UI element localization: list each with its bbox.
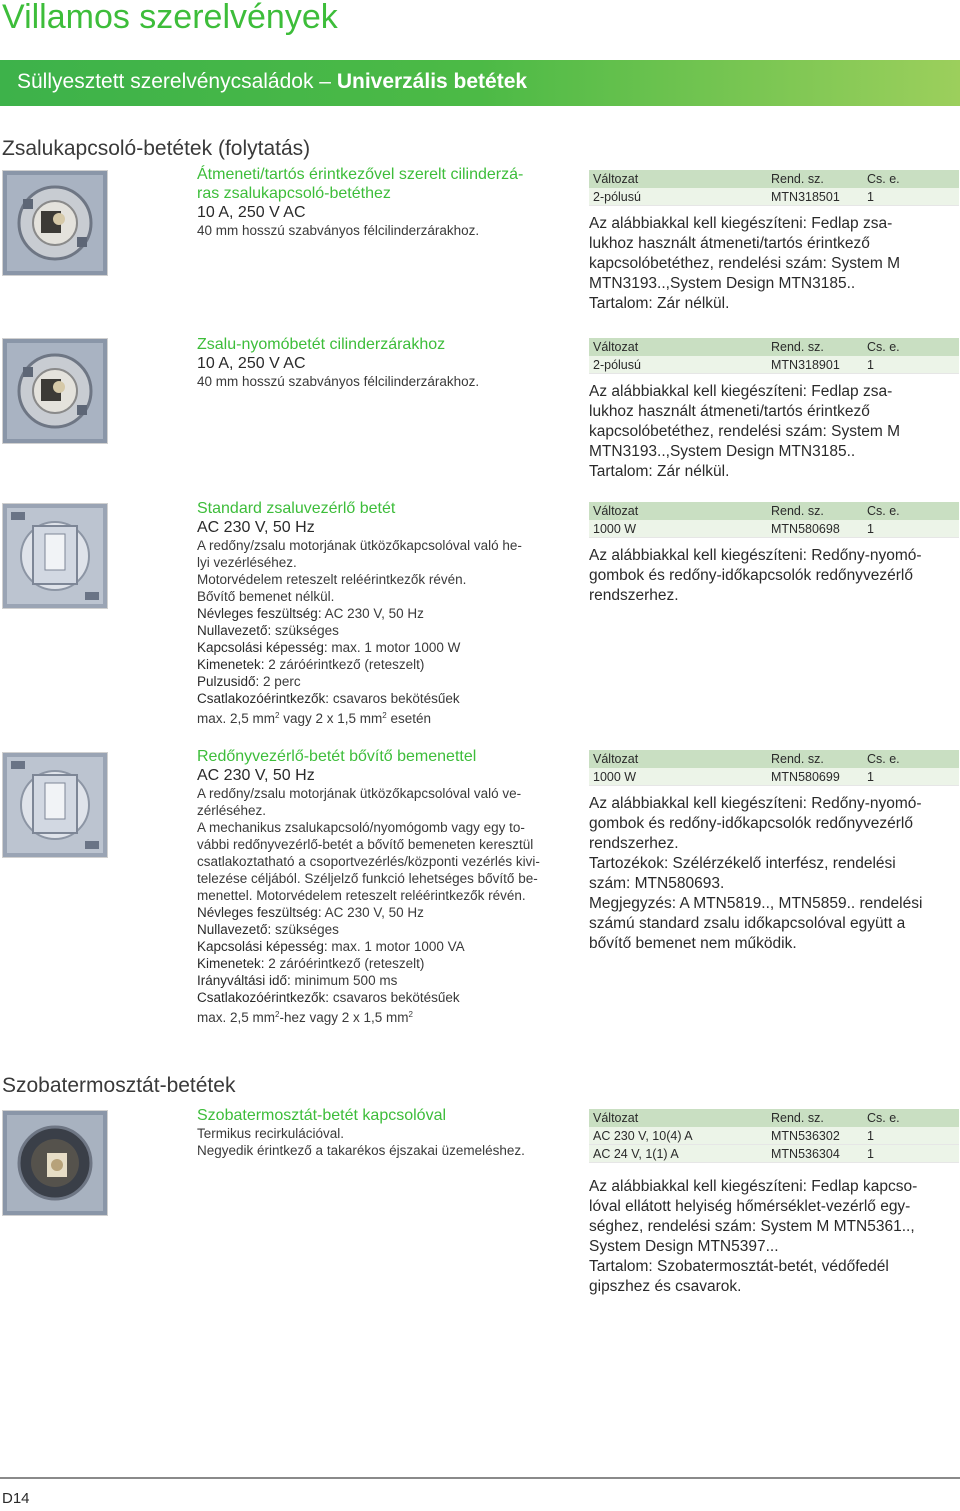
spec-line [197, 955, 569, 972]
spec-value: 2 záróérintkező (reteszelt) [264, 657, 425, 672]
page-title: Villamos szerelvények [2, 0, 338, 36]
table-cell: MTN318501 [767, 188, 863, 206]
column-header: Változat [589, 502, 767, 520]
product-image-thermostat [2, 1110, 108, 1216]
spec-key: Kimenetek: [197, 956, 265, 971]
product-3-description [197, 499, 569, 727]
spec-key: Csatlakozóérintkezők: [197, 691, 330, 706]
banner-text [17, 70, 527, 94]
column-header: Cs. e. [863, 502, 959, 520]
product-image-key-push [2, 338, 108, 444]
column-header: Cs. e. [863, 170, 959, 188]
order-table [589, 170, 959, 206]
table-cell: MTN536302 [767, 1127, 863, 1145]
table-header-row [589, 750, 959, 768]
spec-key: Kapcsolási képesség: [197, 640, 328, 655]
column-header: Változat [589, 170, 767, 188]
page-number: D14 [2, 1490, 30, 1507]
product-note: Az alábbiakkal kell kiegészíteni: Fedlap kapcso- lóval ellátott helyiség hőmérséklet-vezérlő egy- séghez, rendelési szám: System M MTN5361.., System Design MTN5397... Tartalom: Szobatermosztát-betét, védőfedél gipszhez és csavarok. [589, 1178, 918, 1295]
superscript: 2 [382, 711, 387, 720]
column-header: Rend. sz. [767, 502, 863, 520]
product-note: Az alábbiakkal kell kiegészíteni: Fedlap zsa- lukhoz használt átmeneti/tartós érintkező kapcsolóbetéthez, rendelési szám: System M MTN3193..,System Design MTN3185.. Tartalom: Zár nélkül. [589, 215, 900, 312]
product-1-spec [589, 170, 959, 314]
spec-last-line [197, 1006, 569, 1026]
column-header: Rend. sz. [767, 1109, 863, 1127]
product-2-description [197, 335, 569, 390]
product-1-description [197, 165, 569, 239]
spec-line [197, 605, 569, 622]
table-header-row [589, 502, 959, 520]
spec-line [197, 622, 569, 639]
column-header: Rend. sz. [767, 170, 863, 188]
product-note: Az alábbiakkal kell kiegészíteni: Fedlap zsa- lukhoz használt átmeneti/tartós érintkező kapcsolóbetéthez, rendelési szám: System M MTN3193..,System Design MTN3185.. Tartalom: Zár nélkül. [589, 383, 900, 480]
spec-value: csavaros bekötésűek [329, 990, 460, 1005]
order-table [589, 750, 959, 786]
table-cell: 1 [863, 356, 959, 374]
table-header-row [589, 338, 959, 356]
table-cell: 2-pólusú [589, 188, 767, 206]
footer-divider [0, 1477, 960, 1479]
spec-text: esetén [386, 711, 432, 726]
product-image-shutter-controller-ext [2, 752, 108, 858]
product-note: Az alábbiakkal kell kiegészíteni: Redőny-nyomó- gombok és redőny-időkapcsolók redőnyvezérlő rendszerhez. [589, 547, 922, 604]
product-4-description [197, 747, 569, 1026]
spec-value: AC 230 V, 50 Hz [321, 905, 424, 920]
column-header: Rend. sz. [767, 338, 863, 356]
product-4-spec [589, 750, 959, 954]
spec-value: csavaros bekötésűek [329, 691, 460, 706]
product-body: 40 mm hosszú szabványos félcilinderzárakhoz. [197, 374, 480, 389]
banner-prefix: Süllyesztett szerelvénycsaládok – [17, 70, 337, 93]
spec-value: szükséges [271, 922, 339, 937]
product-body: 40 mm hosszú szabványos félcilinderzárakhoz. [197, 223, 480, 238]
table-cell: 1 [863, 520, 959, 538]
column-header: Cs. e. [863, 1109, 959, 1127]
spec-value: max. 1 motor 1000 VA [327, 939, 465, 954]
spec-key: Nullavezető: [197, 922, 272, 937]
column-header: Változat [589, 750, 767, 768]
category-banner [0, 60, 960, 106]
spec-key: Névleges feszültség: [197, 905, 322, 920]
product-rating: 10 A, 250 V AC [197, 355, 306, 372]
order-table [589, 502, 959, 538]
column-header: Változat [589, 1109, 767, 1127]
column-header: Változat [589, 338, 767, 356]
product-5-description [197, 1106, 569, 1159]
spec-line [197, 904, 569, 921]
spec-last-line [197, 707, 569, 727]
spec-line [197, 989, 569, 1006]
banner-bold: Univerzális betétek [336, 70, 528, 93]
spec-key: Kapcsolási képesség: [197, 939, 328, 954]
spec-value: 2 záróérintkező (reteszelt) [264, 956, 425, 971]
table-row [589, 768, 959, 786]
spec-key: Névleges feszültség: [197, 606, 322, 621]
table-row [589, 520, 959, 538]
product-3-spec [589, 502, 959, 606]
spec-text: vagy 2 x 1,5 mm [279, 711, 383, 726]
table-cell: AC 230 V, 10(4) A [589, 1127, 767, 1145]
spec-line [197, 690, 569, 707]
table-cell: MTN580699 [767, 768, 863, 786]
superscript: 2 [275, 1010, 280, 1019]
product-rating: 10 A, 250 V AC [197, 204, 306, 221]
spec-value: szükséges [271, 623, 339, 638]
product-5-spec [589, 1109, 959, 1297]
spec-line [197, 656, 569, 673]
table-cell: MTN536304 [767, 1145, 863, 1163]
table-row [589, 356, 959, 374]
spec-line [197, 639, 569, 656]
order-table [589, 1109, 959, 1163]
product-rating: AC 230 V, 50 Hz [197, 767, 315, 784]
column-header: Cs. e. [863, 750, 959, 768]
table-cell: 1 [863, 768, 959, 786]
column-header: Rend. sz. [767, 750, 863, 768]
spec-key: Nullavezető: [197, 623, 272, 638]
product-image-shutter-controller [2, 503, 108, 609]
spec-value: max. 1 motor 1000 W [327, 640, 461, 655]
superscript: 2 [275, 711, 280, 720]
spec-value: minimum 500 ms [290, 973, 398, 988]
spec-value: 2 perc [259, 674, 301, 689]
spec-key: Csatlakozóérintkezők: [197, 990, 330, 1005]
order-table [589, 338, 959, 374]
table-cell: 1 [863, 1145, 959, 1163]
superscript: 2 [408, 1010, 413, 1019]
spec-text: max. 2,5 mm [197, 1010, 276, 1025]
product-rating: AC 230 V, 50 Hz [197, 519, 315, 536]
table-row [589, 1145, 959, 1163]
product-note: Az alábbiakkal kell kiegészíteni: Redőny-nyomó- gombok és redőny-időkapcsolók redőnyvezérlő rendszerhez. Tartozékok: Szélérzékelő interfész, rendelési szám: MTN580693. Megjegyzés: A MTN5819.., MTN5859.. rendelési számú standard zsalu időkapcsolóval együtt a bővítő bemenet nem működik. [589, 795, 923, 952]
section-title-thermostat: Szobatermosztát-betétek [2, 1074, 236, 1097]
section-title-shutter: Zsalukapcsoló-betétek (folytatás) [2, 137, 311, 160]
table-cell: 1000 W [589, 768, 767, 786]
product-image-key-switch [2, 170, 108, 276]
table-cell: 2-pólusú [589, 356, 767, 374]
table-row [589, 1127, 959, 1145]
spec-line [197, 921, 569, 938]
product-title: Átmeneti/tartós érintkezővel szerelt cilinderzá- ras zsalukapcsoló-betéthez [197, 166, 524, 202]
product-body: Termikus recirkulációval. Negyedik érintkező a takarékos éjszakai üzemeléshez. [197, 1126, 525, 1158]
product-body: A redőny/zsalu motorjának ütközőkapcsolóval való ve- zérléséhez. A mechanikus zsalukapcsoló/nyomógomb vagy egy to- vábbi redőnyvezérlő-betét a bővítő bemeneten keresztül csatlakoztatható a csoportvezérlés/központi vezérlés kivi- telezése céljából. Széljelző funkció lehetséges bővítő be- menettel. Motorvédelem reteszelt reléérintkezők révén. [197, 786, 540, 903]
table-cell: 1000 W [589, 520, 767, 538]
spec-key: Pulzusidő: [197, 674, 260, 689]
table-row [589, 188, 959, 206]
spec-value: AC 230 V, 50 Hz [321, 606, 424, 621]
product-title: Standard zsaluvezérlő betét [197, 500, 396, 517]
product-2-spec [589, 338, 959, 482]
spec-text: max. 2,5 mm [197, 711, 276, 726]
table-header-row [589, 1109, 959, 1127]
product-body: A redőny/zsalu motorjának ütközőkapcsolóval való he- lyi vezérléséhez. Motorvédelem reteszelt reléérintkezők révén. Bővítő bemenet nélkül. [197, 538, 522, 604]
table-cell: MTN318901 [767, 356, 863, 374]
spec-line [197, 972, 569, 989]
table-cell: AC 24 V, 1(1) A [589, 1145, 767, 1163]
product-title: Zsalu-nyomóbetét cilinderzárakhoz [197, 336, 446, 353]
spec-key: Irányváltási idő: [197, 973, 291, 988]
product-title: Redőnyvezérlő-betét bővítő bemenettel [197, 748, 477, 765]
spec-line [197, 938, 569, 955]
spec-text: -hez vagy 2 x 1,5 mm [279, 1010, 409, 1025]
spec-line [197, 673, 569, 690]
column-header: Cs. e. [863, 338, 959, 356]
table-cell: 1 [863, 1127, 959, 1145]
spec-key: Kimenetek: [197, 657, 265, 672]
product-title: Szobatermosztát-betét kapcsolóval [197, 1107, 447, 1124]
table-cell: 1 [863, 188, 959, 206]
table-cell: MTN580698 [767, 520, 863, 538]
table-header-row [589, 170, 959, 188]
